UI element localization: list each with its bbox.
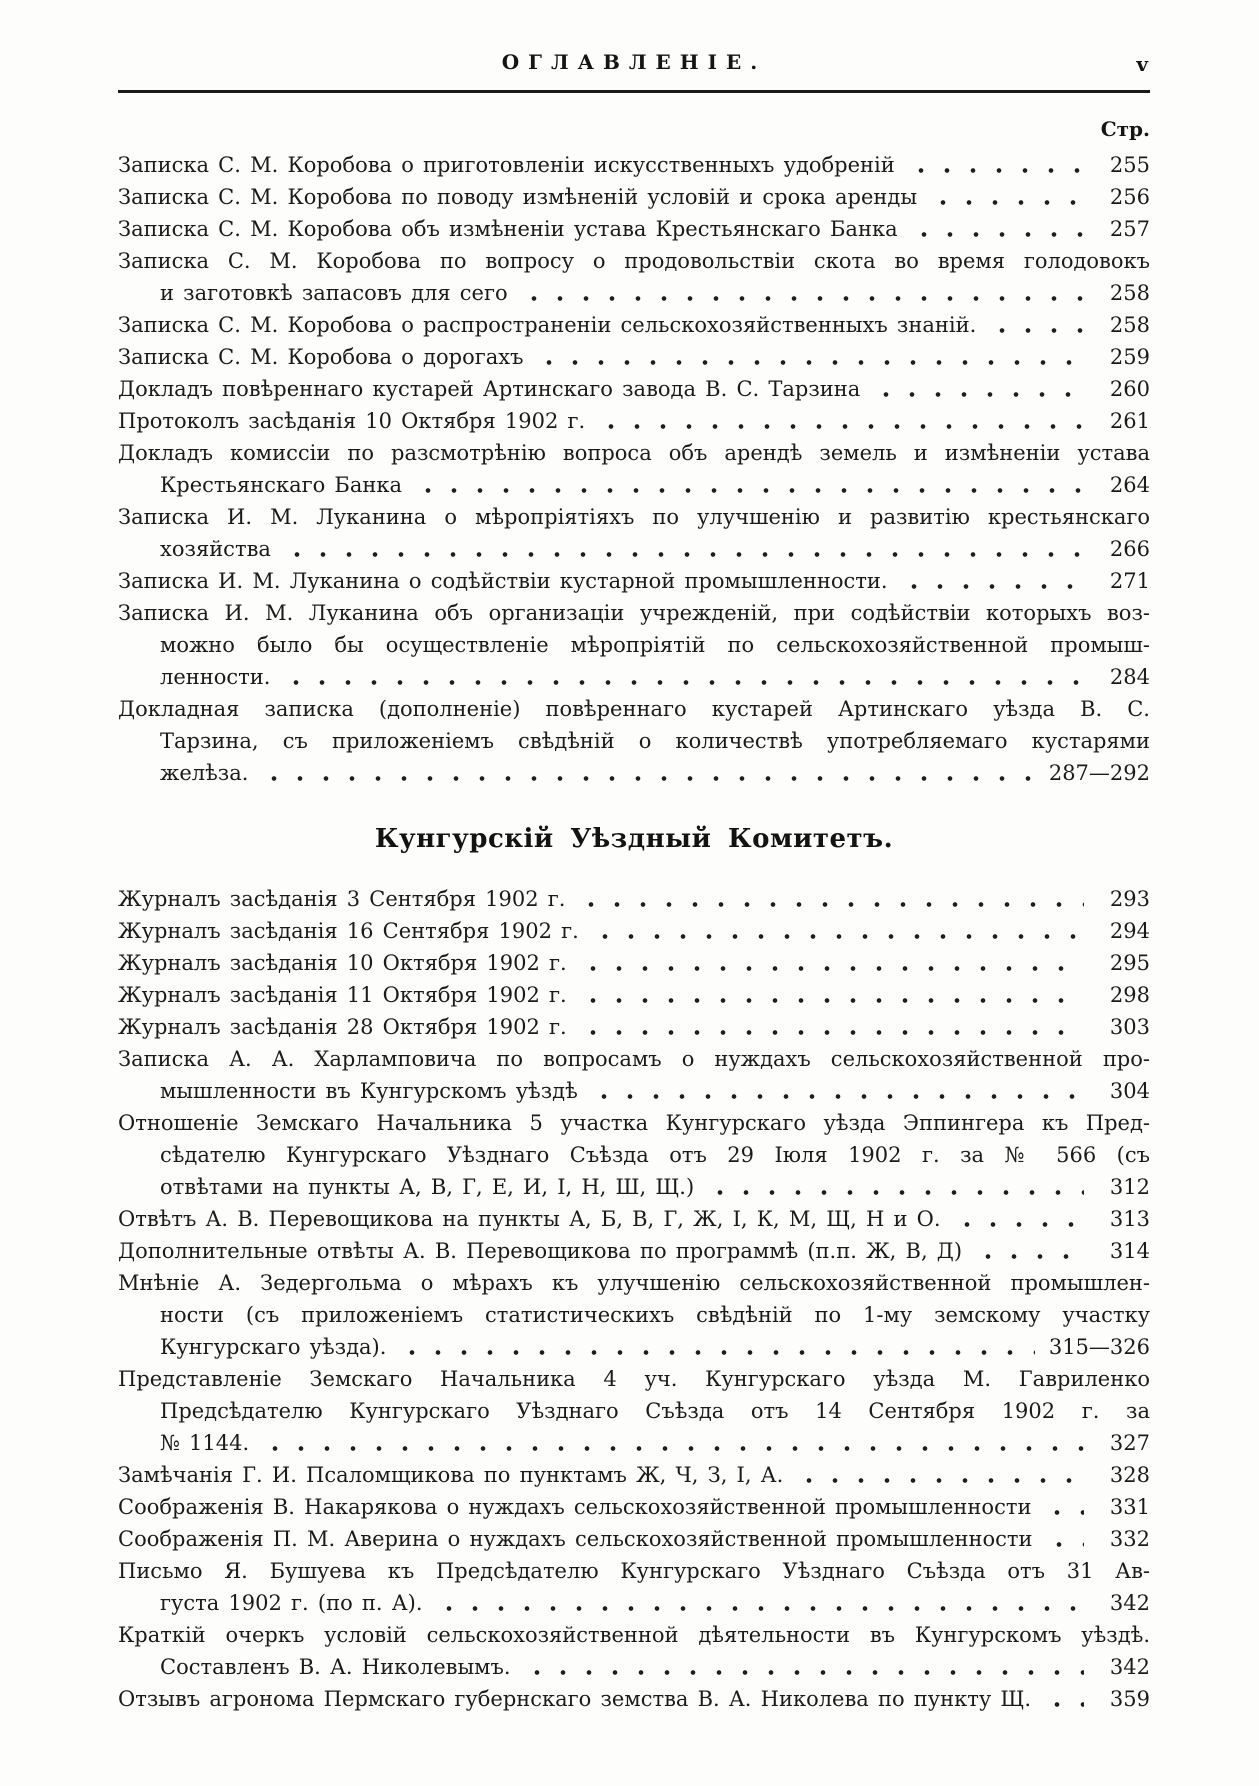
page-ref: 266 [1109,537,1150,561]
dot-leader [989,325,1084,336]
page-ref: 271 [1109,569,1150,593]
page-ref: 284 [1109,665,1150,689]
entry-text: Предсѣдателю Кунгурскаго Уѣзднаго Съѣзда отъ 14 Сентября 1902 г. за [160,1399,1150,1423]
toc-line [118,213,1150,245]
toc-line [118,437,1150,469]
page-ref: 293 [1109,887,1150,911]
toc-entry [118,437,1150,501]
toc-line [118,1235,1150,1267]
entry-text: желѣза. [160,761,249,785]
toc-entry [118,501,1150,565]
entry-text: ности (съ приложеніемъ статистическихъ свѣдѣній по 1-му земскому участку [160,1303,1150,1327]
entry-text: Отношеніе Земскаго Начальника 5 участка Кунгурскаго уѣзда Эппингера къ Пред- [118,1111,1150,1135]
page-ref: 258 [1109,313,1150,337]
entry-text: Журналъ засѣданія 16 Сентября 1902 г. [118,919,579,943]
toc-line [118,565,1150,597]
toc-line [118,1203,1150,1235]
toc-line [118,1299,1150,1331]
entry-text: Дополнительные отвѣты А. В. Перевощикова по программѣ (п.п. Ж, В, Д) [118,1239,963,1263]
entry-text: отвѣтами на пункты А, В, Г, Е, И, І, Н, Ш, Щ.) [160,1175,695,1199]
page-ref: 258 [1109,281,1150,305]
page-ref: 259 [1109,345,1150,369]
toc-line [118,1043,1150,1075]
page-ref: 328 [1109,1463,1150,1487]
toc-line [118,533,1150,565]
entry-text: Докладная записка (дополненіе) повѣреннаго кустарей Артинскаго уѣзда В. С. [118,697,1150,721]
entry-text: Крестьянскаго Банка [160,473,403,497]
entry-text: Журналъ засѣданія 28 Октября 1902 г. [118,1015,567,1039]
toc-line [118,149,1150,181]
dot-leader [536,357,1084,368]
toc-line [118,245,1150,277]
toc-entry [118,947,1150,979]
entry-text: Записка С. М. Коробова по поводу измѣненій условій и срока аренды [118,185,918,209]
toc-line [118,1139,1150,1171]
toc-line [118,757,1150,789]
toc-entry [118,565,1150,597]
dot-leader [911,229,1084,240]
header-rule [118,90,1150,93]
page-ref: 332 [1109,1527,1150,1551]
toc-line [118,1075,1150,1107]
toc-entry [118,1363,1150,1459]
toc-line [118,1395,1150,1427]
entry-text: Замѣчанія Г. И. Псаломщикова по пунктамъ Ж, Ч, З, І, А. [118,1463,784,1487]
entry-text: хозяйства [160,537,271,561]
toc-line [118,1683,1150,1715]
page-ref: 342 [1109,1591,1150,1615]
dot-leader [399,1347,1034,1358]
entry-text: Записка И. М. Луканина о содѣйствіи кустарной промышленности. [118,569,888,593]
folio-page-number: v [1136,52,1148,76]
dot-leader [262,1443,1084,1454]
toc-line [118,309,1150,341]
dot-leader [1044,1699,1084,1710]
entry-text: Отвѣтъ А. В. Перевощикова на пункты А, Б, В, Г, Ж, І, К, М, Щ, Н и О. [118,1207,941,1231]
toc-line [118,1587,1150,1619]
entry-text: Мнѣніе А. Зедергольма о мѣрахъ къ улучшенію сельскохозяйственной промышлен- [118,1271,1150,1295]
toc-line [118,947,1150,979]
page-ref: 257 [1109,217,1150,241]
toc-entry [118,1459,1150,1491]
entry-text: Журналъ засѣданія 3 Сентября 1902 г. [118,887,566,911]
toc-line [118,693,1150,725]
dot-leader [796,1475,1084,1486]
page-ref: 303 [1109,1015,1150,1039]
dot-leader [901,581,1084,592]
toc-entry [118,1107,1150,1203]
section-heading: Кунгурскій Уѣздный Комитетъ. [374,824,894,854]
entry-text: Тарзина, съ приложеніемъ свѣдѣній о количествѣ употребляемаго кустарями [160,729,1150,753]
page-ref: 295 [1109,951,1150,975]
page-ref: 255 [1109,153,1150,177]
toc-line [118,181,1150,213]
toc-line [118,469,1150,501]
entry-text: Отзывъ агронома Пермскаго губернскаго земства В. А. Николева по пункту Щ. [118,1687,1032,1711]
dot-leader [580,1027,1084,1038]
page-ref: 264 [1109,473,1150,497]
page-ref: 312 [1109,1175,1150,1199]
entry-text: Журналъ засѣданія 11 Октября 1902 г. [118,983,567,1007]
running-title: ОГЛАВЛЕНІЕ. [501,50,767,74]
toc-line [118,1171,1150,1203]
page-ref: 331 [1109,1495,1150,1519]
toc-line [118,1011,1150,1043]
toc-entry [118,979,1150,1011]
toc-line [118,1523,1150,1555]
toc-entry [118,149,1150,181]
entry-text: Докладъ комиссіи по разсмотрѣнію вопроса объ арендѣ земель и измѣненіи устава [118,441,1150,465]
toc-entry [118,1555,1150,1619]
toc-line [118,629,1150,661]
toc-entry [118,693,1150,789]
page-ref: 260 [1109,377,1150,401]
toc-entry [118,341,1150,373]
entry-text: Протоколъ засѣданія 10 Октября 1902 г. [118,409,586,433]
dot-leader [592,931,1084,942]
dot-leader [908,165,1084,176]
toc-line [118,1651,1150,1683]
page-ref: 256 [1109,185,1150,209]
entry-text: Соображенія В. Накарякова о нуждахъ сельскохозяйственной промышленности [118,1495,1032,1519]
page-ref: 315—326 [1048,1335,1150,1359]
toc-entry [118,1203,1150,1235]
toc-line [118,341,1150,373]
entry-text: Записка С. М. Коробова о распространеніи сельскохозяйственныхъ знаній. [118,313,977,337]
dot-leader [521,293,1084,304]
dot-leader [524,1667,1084,1678]
toc-entry [118,245,1150,309]
toc-entry [118,1043,1150,1107]
dot-leader [954,1219,1084,1230]
dot-leader [580,995,1084,1006]
entry-text: Записка С. М. Коробова о приготовленіи искусственныхъ удобреній [118,153,895,177]
entry-text: Письмо Я. Бушуева къ Предсѣдателю Кунгурскаго Уѣзднаго Съѣзда отъ 31 Ав- [118,1559,1150,1583]
entry-text: сѣдателю Кунгурскаго Уѣзднаго Съѣзда отъ 29 Іюля 1902 г. за № 566 (съ [160,1143,1150,1167]
page-column-header: Стр. [1100,117,1150,141]
toc-entry [118,1011,1150,1043]
entry-text: и заготовкѣ запасовъ для сего [160,281,508,305]
dot-leader [415,485,1084,496]
toc-line [118,915,1150,947]
page-ref: 342 [1109,1655,1150,1679]
entry-text: Записка А. А. Харламповича по вопросамъ о нуждахъ сельскохозяйственной про- [118,1047,1150,1071]
toc-entry [118,1491,1150,1523]
toc-entry [118,309,1150,341]
dot-leader [436,1603,1084,1614]
toc-entry [118,915,1150,947]
toc-entry [118,373,1150,405]
toc-line [118,597,1150,629]
toc-line [118,1619,1150,1651]
entry-text: мышленности въ Кунгурскомъ уѣздѣ [160,1079,578,1103]
entry-text: Записка С. М. Коробова о дорогахъ [118,345,524,369]
page-ref: 314 [1109,1239,1150,1263]
entry-text: Докладъ повѣреннаго кустарей Артинскаго завода В. С. Тарзина [118,377,861,401]
toc-line [118,979,1150,1011]
toc-entry [118,597,1150,693]
toc-entry [118,213,1150,245]
toc-line [118,277,1150,309]
entry-text: № 1144. [160,1431,250,1455]
toc-entry [118,1683,1150,1715]
toc-entry [118,1235,1150,1267]
dot-leader [591,1091,1084,1102]
toc-line [118,661,1150,693]
entry-text: можно было бы осуществленіе мѣропріятій по сельскохозяйственной промыш- [160,633,1150,657]
toc-line [118,1459,1150,1491]
toc-line [118,373,1150,405]
dot-leader [930,197,1084,208]
toc-line [118,1491,1150,1523]
entry-text: Краткій очеркъ условій сельскохозяйственной дѣятельности въ Кунгурскомъ уѣздѣ. [118,1623,1150,1647]
entry-text: густа 1902 г. (по п. А). [160,1591,423,1615]
entry-text: Записка И. М. Луканина объ организаціи учрежденій, при содѣйствіи которыхъ воз- [118,601,1150,625]
page-ref: 287—292 [1048,761,1150,785]
dot-leader [284,549,1084,560]
dot-leader [707,1187,1084,1198]
toc-entry [118,405,1150,437]
entry-text: Кунгурскаго уѣзда). [160,1335,387,1359]
page-ref: 261 [1109,409,1150,433]
entry-text: Записка С. М. Коробова объ измѣненіи устава Крестьянскаго Банка [118,217,898,241]
entry-text: Журналъ засѣданія 10 Октября 1902 г. [118,951,567,975]
page-ref: 294 [1109,919,1150,943]
page-ref: 304 [1109,1079,1150,1103]
page-ref: 313 [1109,1207,1150,1231]
dot-leader [1044,1507,1084,1518]
toc-entries [118,149,1150,1715]
toc-line [118,1555,1150,1587]
dot-leader [1046,1539,1084,1550]
page-ref: 298 [1109,983,1150,1007]
page-header [118,50,1150,84]
dot-leader [873,389,1084,400]
entry-text: Соображенія П. М. Аверина о нуждахъ сельскохозяйственной промышленности [118,1527,1033,1551]
page-ref: 359 [1109,1687,1150,1711]
dot-leader [580,963,1084,974]
dot-leader [975,1251,1084,1262]
toc-entry [118,1619,1150,1683]
entry-text: ленности. [160,665,271,689]
entry-text: Представленіе Земскаго Начальника 4 уч. Кунгурскаго уѣзда М. Гавриленко [118,1367,1150,1391]
toc-line [118,1427,1150,1459]
toc-line [118,1107,1150,1139]
toc-entry [118,1267,1150,1363]
toc-line [118,1267,1150,1299]
toc-entry [118,883,1150,915]
entry-text: Записка С. М. Коробова по вопросу о продовольствіи скота во время голодовокъ [118,249,1150,273]
dot-leader [261,773,1034,784]
toc-line [118,1331,1150,1363]
toc-entry [118,181,1150,213]
entry-text: Составленъ В. А. Николевымъ. [160,1655,511,1679]
toc-line [118,501,1150,533]
dot-leader [578,899,1084,910]
dot-leader [598,421,1084,432]
toc-line [118,1363,1150,1395]
toc-line [118,883,1150,915]
dot-leader [283,677,1084,688]
toc-line [118,405,1150,437]
toc-line [118,725,1150,757]
entry-text: Записка И. М. Луканина о мѣропріятіяхъ по улучшенію и развитію крестьянскаго [118,505,1150,529]
page-ref: 327 [1109,1431,1150,1455]
toc-entry [118,1523,1150,1555]
